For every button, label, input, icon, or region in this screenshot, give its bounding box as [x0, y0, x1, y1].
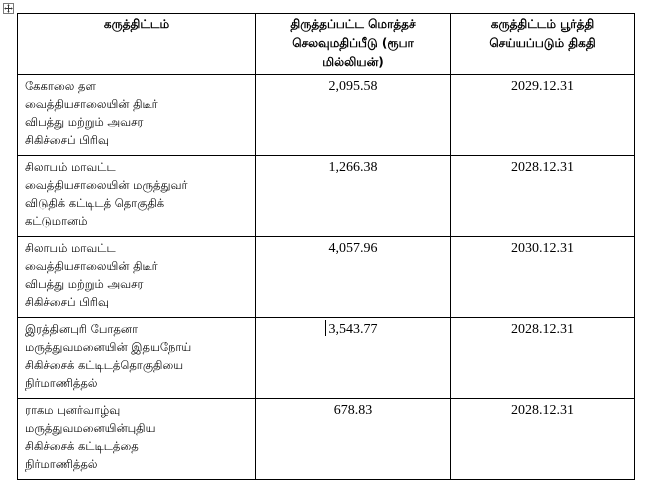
- project-name: ராகம புனர்வாழ்வு மருத்துவமனையின்புதிய சிகிச்சைக் கட்டிடத்தை நிர்மாணித்தல்: [25, 403, 156, 471]
- date-cell[interactable]: [451, 75, 635, 156]
- date-cell[interactable]: [451, 237, 635, 318]
- project-name: சிலாபம் மாவட்ட வைத்தியசாலையின் திடீர் விபத்து மற்றும் அவசர சிகிச்சைப் பிரிவு: [25, 241, 158, 309]
- cost-value: 4,057.96: [328, 241, 378, 256]
- header-completion-date-label: கருத்திட்டம் பூர்த்தி செய்யப்படும் திகதி: [489, 17, 596, 50]
- cost-value: 2,095.58: [328, 79, 378, 94]
- table-row: [18, 237, 635, 318]
- cost-cell[interactable]: [256, 318, 451, 399]
- move-arrows-icon: [4, 4, 13, 13]
- table-header-row: [18, 14, 635, 75]
- table-row: [18, 156, 635, 237]
- cost-value: 3,543.77: [328, 322, 378, 337]
- project-cell[interactable]: [18, 75, 256, 156]
- header-completion-date[interactable]: [451, 14, 635, 75]
- project-cell[interactable]: [18, 399, 256, 480]
- completion-date: 2028.12.31: [511, 322, 574, 337]
- date-cell[interactable]: [451, 156, 635, 237]
- project-name: இரத்தினபுரி போதனா மருத்துவமனையின் இதயநோய் சிகிச்சைக் கட்டிடத்தொகுதியை நிர்மாணித்தல்: [25, 322, 192, 390]
- cost-value: 678.83: [333, 403, 373, 418]
- table-move-handle-icon[interactable]: [3, 3, 14, 14]
- header-cost[interactable]: [256, 14, 451, 75]
- project-cell[interactable]: [18, 156, 256, 237]
- table-row: [18, 318, 635, 399]
- completion-date: 2029.12.31: [511, 79, 574, 94]
- completion-date: 2028.12.31: [511, 160, 574, 175]
- cost-cell[interactable]: [256, 399, 451, 480]
- project-cell[interactable]: [18, 318, 256, 399]
- project-table: [17, 13, 635, 480]
- completion-date: 2028.12.31: [511, 403, 574, 418]
- completion-date: 2030.12.31: [511, 241, 574, 256]
- date-cell[interactable]: [451, 318, 635, 399]
- header-cost-label: திருத்தப்பட்ட மொத்தச் செலவுமதிப்பீடு (ரூபா மில்லியன்): [290, 17, 416, 69]
- table-row: [18, 75, 635, 156]
- table-row: [18, 399, 635, 480]
- cost-value: 1,266.38: [328, 160, 378, 175]
- header-project[interactable]: [18, 14, 256, 75]
- project-cell[interactable]: [18, 237, 256, 318]
- date-cell[interactable]: [451, 399, 635, 480]
- header-project-label: கருத்திட்டம்: [103, 17, 170, 31]
- cost-cell[interactable]: [256, 75, 451, 156]
- cost-cell[interactable]: [256, 156, 451, 237]
- project-name: சிலாபம் மாவட்ட வைத்தியசாலையின் மருத்துவர் விடுதிக் கட்டிடத் தொகுதிக் கட்டுமானம்: [25, 160, 188, 228]
- project-name: கேகாலை தள வைத்தியசாலையின் திடீர் விபத்து மற்றும் அவசர சிகிச்சைப் பிரிவு: [25, 79, 158, 147]
- cost-cell[interactable]: [256, 237, 451, 318]
- text-cursor: [325, 320, 326, 336]
